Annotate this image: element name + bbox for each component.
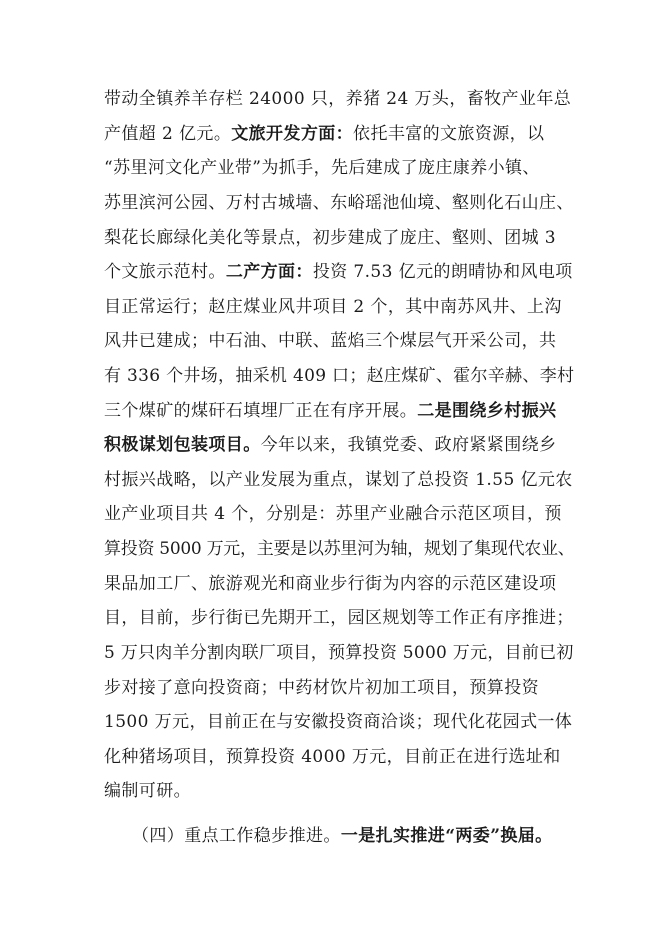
paragraph-line bbox=[104, 747, 574, 767]
text-run: 今年以来，我镇党委、政府紧紧围绕乡 bbox=[260, 435, 557, 455]
heading-run: 积极谋划包装项目。 bbox=[104, 435, 261, 455]
paragraph-line bbox=[104, 193, 574, 213]
text-run: 5 万只肉羊分割肉联厂项目，预算投资 5000 万元，目前已初 bbox=[104, 643, 574, 663]
text-run: 业产业项目共 4 个，分别是：苏里产业融合示范区项目，预 bbox=[104, 504, 562, 524]
text-run: 目，目前，步行街已先期开工，园区规划等工作正有序推进； bbox=[104, 608, 574, 628]
text-run: 1500 万元，目前正在与安徽投资商洽谈；现代化花园式一体 bbox=[104, 712, 573, 732]
heading-run: 二产方面： bbox=[225, 262, 313, 282]
paragraph-line bbox=[104, 574, 574, 594]
heading-run: 文旅开发方面： bbox=[231, 124, 354, 144]
text-run: 编制可研。 bbox=[104, 781, 191, 801]
paragraph-line bbox=[104, 401, 574, 421]
text-run: 产值超 2 亿元。 bbox=[104, 124, 232, 144]
text-run: 带动全镇养羊存栏 24000 只，养猪 24 万头，畜牧产业年总 bbox=[104, 89, 572, 109]
paragraph-line bbox=[104, 366, 574, 386]
text-run: 风井已建成；中石油、中联、蓝焰三个煤层气开采公司，共 bbox=[104, 331, 557, 351]
paragraph-line bbox=[104, 89, 574, 109]
section-heading: （四）重点工作稳步推进。 bbox=[132, 826, 341, 846]
text-run: 果品加工厂、旅游观光和商业步行街为内容的示范区建设项 bbox=[104, 574, 557, 594]
paragraph-line bbox=[104, 331, 574, 351]
heading-run: 二是围绕乡村振兴 bbox=[417, 401, 557, 421]
text-run: 投资 7.53 亿元的朗晴协和风电项 bbox=[312, 262, 573, 282]
paragraph-line bbox=[104, 470, 574, 490]
paragraph-line bbox=[104, 124, 574, 144]
paragraph-line bbox=[104, 678, 574, 698]
paragraph-line bbox=[104, 435, 574, 455]
section-heading-line bbox=[132, 826, 602, 846]
text-run: 苏里滨河公园、万村古城墙、东峪瑶池仙境、壑则化石山庄、 bbox=[104, 193, 574, 213]
paragraph-line bbox=[104, 228, 574, 248]
paragraph-line bbox=[104, 158, 574, 178]
heading-run: 一是扎实推进“两委”换届。 bbox=[340, 826, 553, 846]
paragraph-line bbox=[104, 712, 574, 732]
text-run: 三个煤矿的煤矸石填埋厂正在有序开展。 bbox=[104, 401, 418, 421]
text-run: 步对接了意向投资商；中药材饮片初加工项目，预算投资 bbox=[104, 678, 539, 698]
text-run: 梨花长廊绿化美化等景点，初步建成了庞庄、壑则、团城 3 bbox=[104, 228, 557, 248]
text-run: 算投资 5000 万元，主要是以苏里河为轴，规划了集现代农业、 bbox=[104, 539, 575, 559]
text-run: “苏里河文化产业带”为抓手，先后建成了庞庄康养小镇、 bbox=[104, 158, 540, 178]
paragraph-line bbox=[104, 262, 574, 282]
paragraph-line bbox=[104, 781, 574, 801]
text-run: 依托丰富的文旅资源，以 bbox=[353, 124, 545, 144]
text-run: 有 336 个井场，抽采机 409 口；赵庄煤矿、霍尔辛赫、李村 bbox=[104, 366, 575, 386]
paragraph-line bbox=[104, 504, 574, 524]
text-run: 化种猪场项目，预算投资 4000 万元，目前正在进行选址和 bbox=[104, 747, 561, 767]
paragraph-line bbox=[104, 608, 574, 628]
text-run: 目正常运行；赵庄煤业风井项目 2 个，其中南苏风井、上沟 bbox=[104, 297, 562, 317]
paragraph-line bbox=[104, 297, 574, 317]
paragraph-line bbox=[104, 643, 574, 663]
text-run: 个文旅示范村。 bbox=[104, 262, 226, 282]
paragraph-line bbox=[104, 539, 574, 559]
text-run: 村振兴战略，以产业发展为重点，谋划了总投资 1.55 亿元农 bbox=[104, 470, 573, 490]
